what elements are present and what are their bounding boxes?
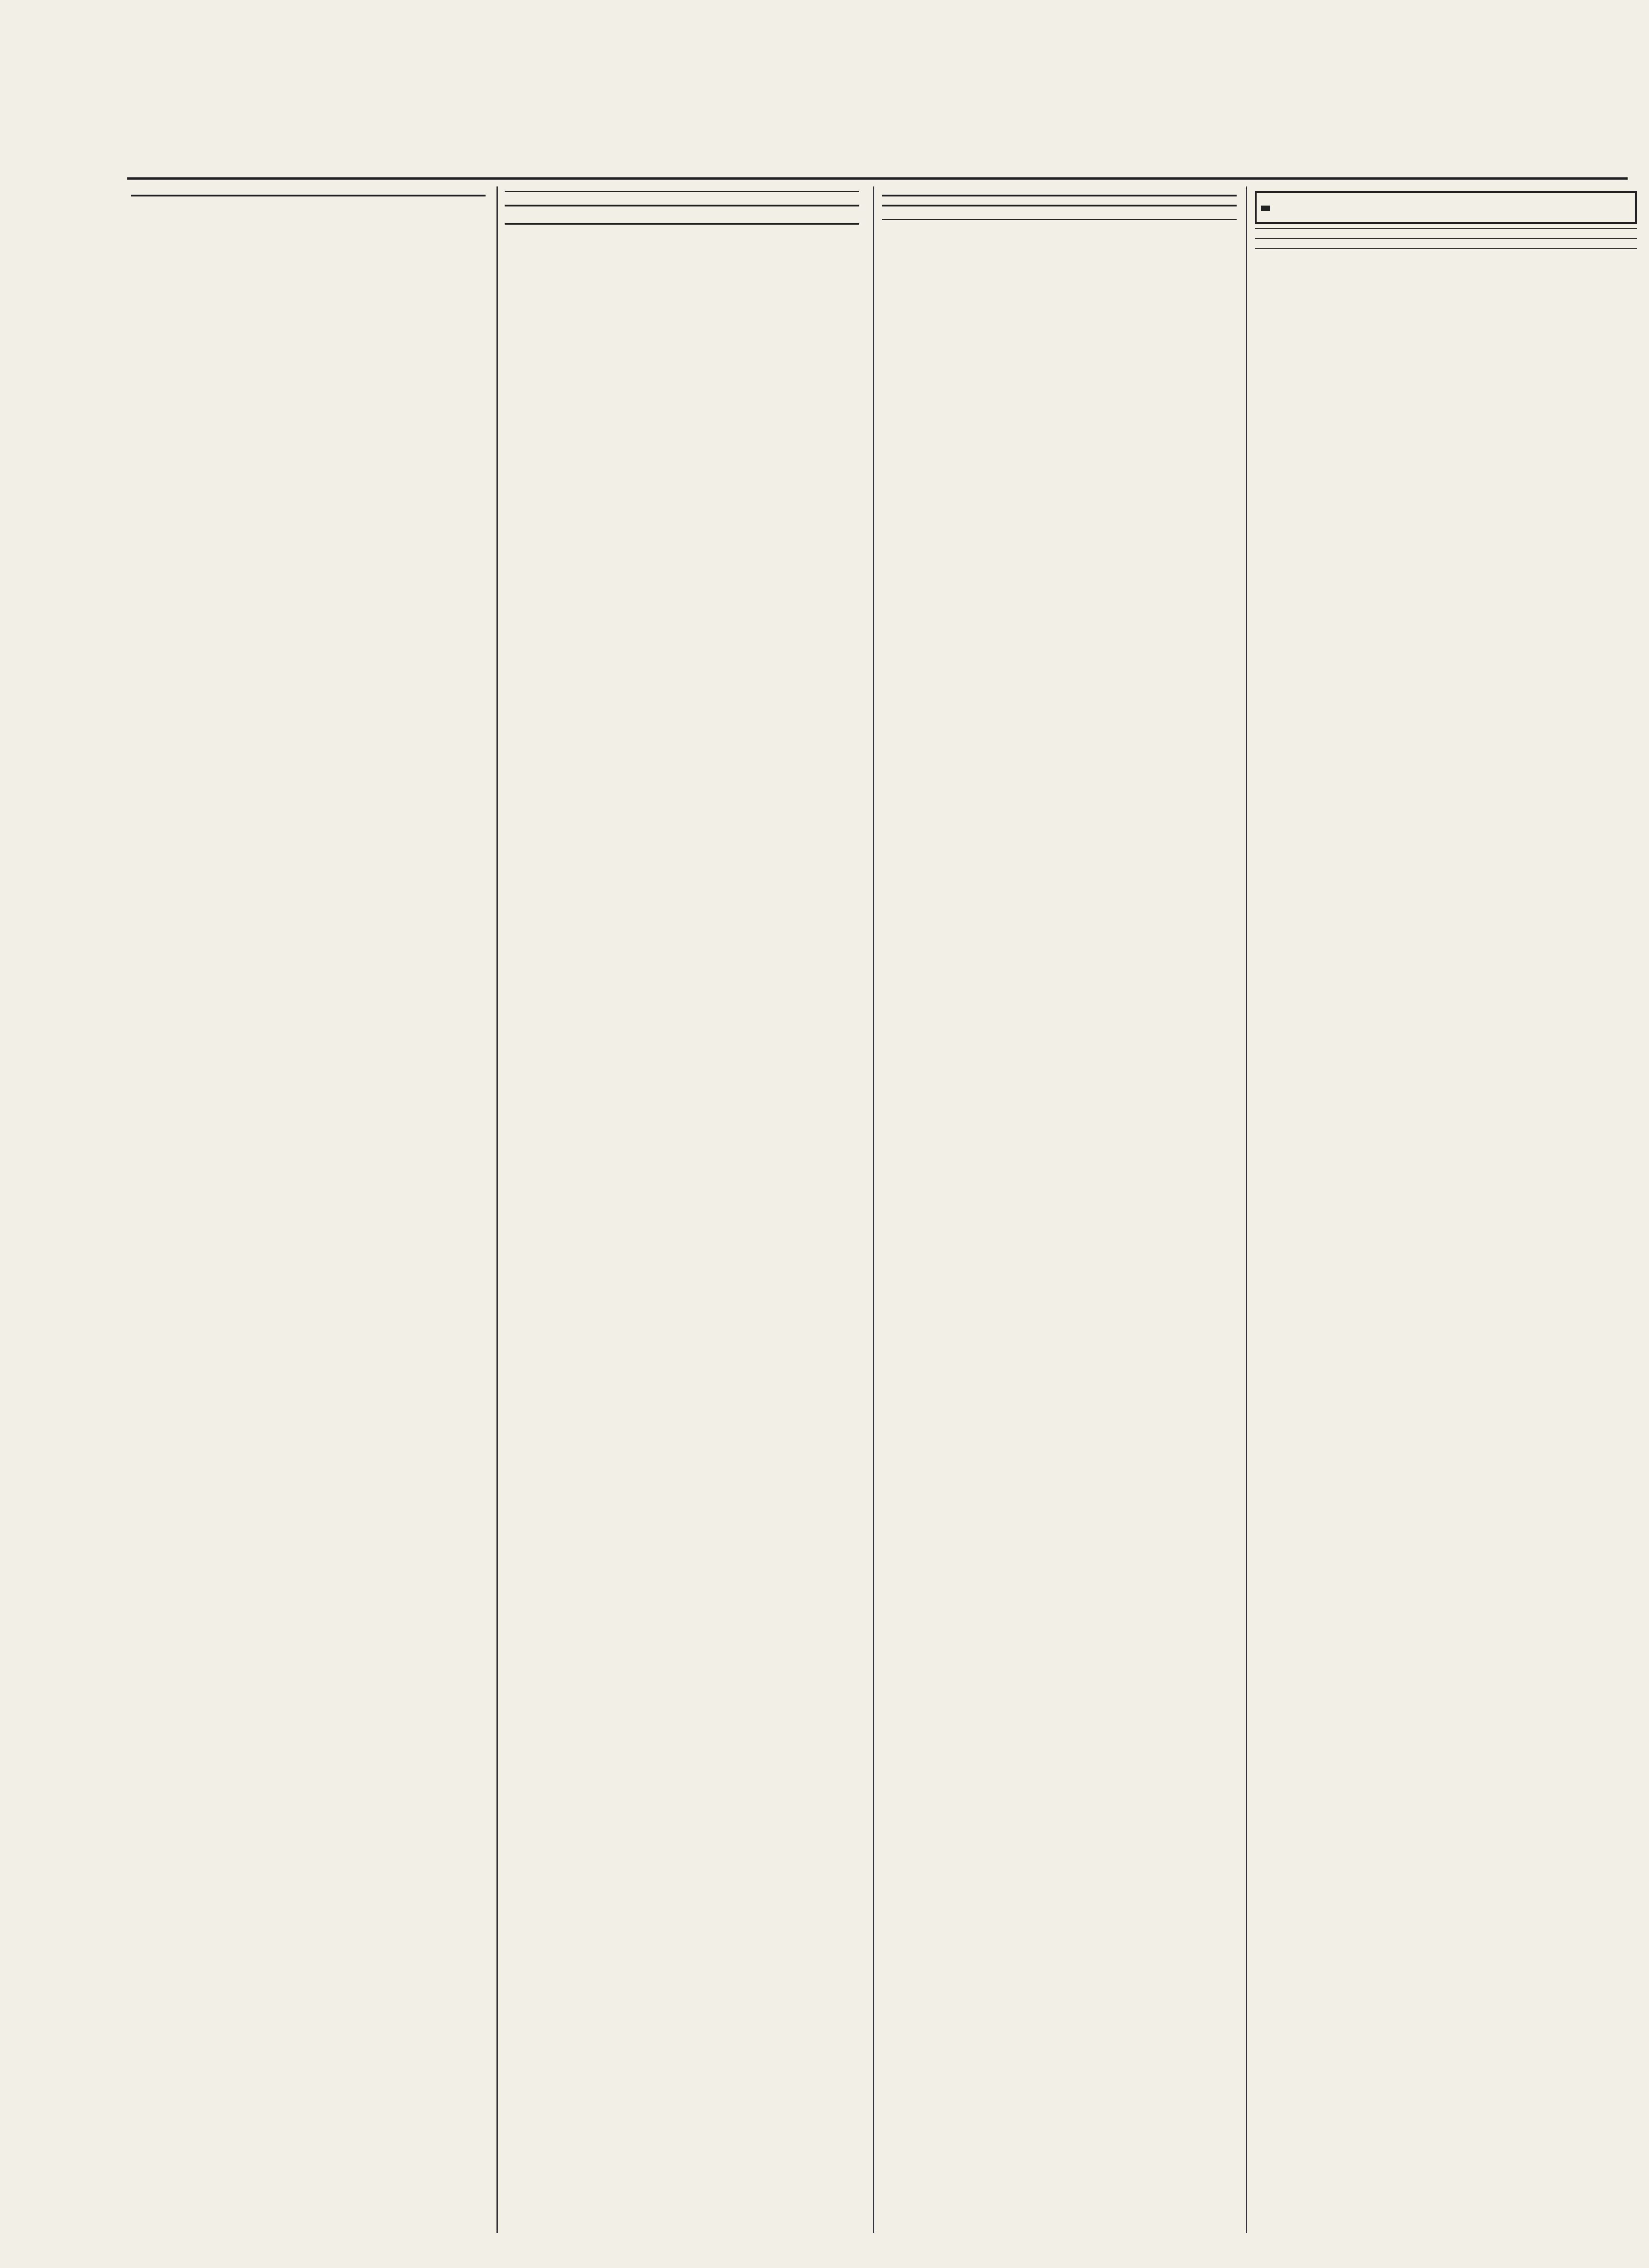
divider [131, 195, 486, 196]
divider [1255, 248, 1637, 249]
column-rule [1246, 186, 1247, 2233]
divider [1255, 228, 1637, 229]
divider [882, 219, 1237, 220]
advertisement [1255, 191, 1637, 224]
divider [505, 205, 859, 206]
divider [1255, 238, 1637, 239]
divider [882, 205, 1237, 206]
column-rule [873, 186, 874, 2233]
divider [882, 195, 1237, 196]
divider [505, 191, 859, 192]
divider [505, 223, 859, 225]
ad-headline [1261, 206, 1270, 211]
column-rule [496, 186, 498, 2233]
page-header [127, 136, 1628, 180]
column-3 [882, 186, 1237, 2233]
column-2 [505, 186, 859, 2233]
column-4 [1255, 186, 1637, 2233]
column-1 [131, 186, 486, 2233]
